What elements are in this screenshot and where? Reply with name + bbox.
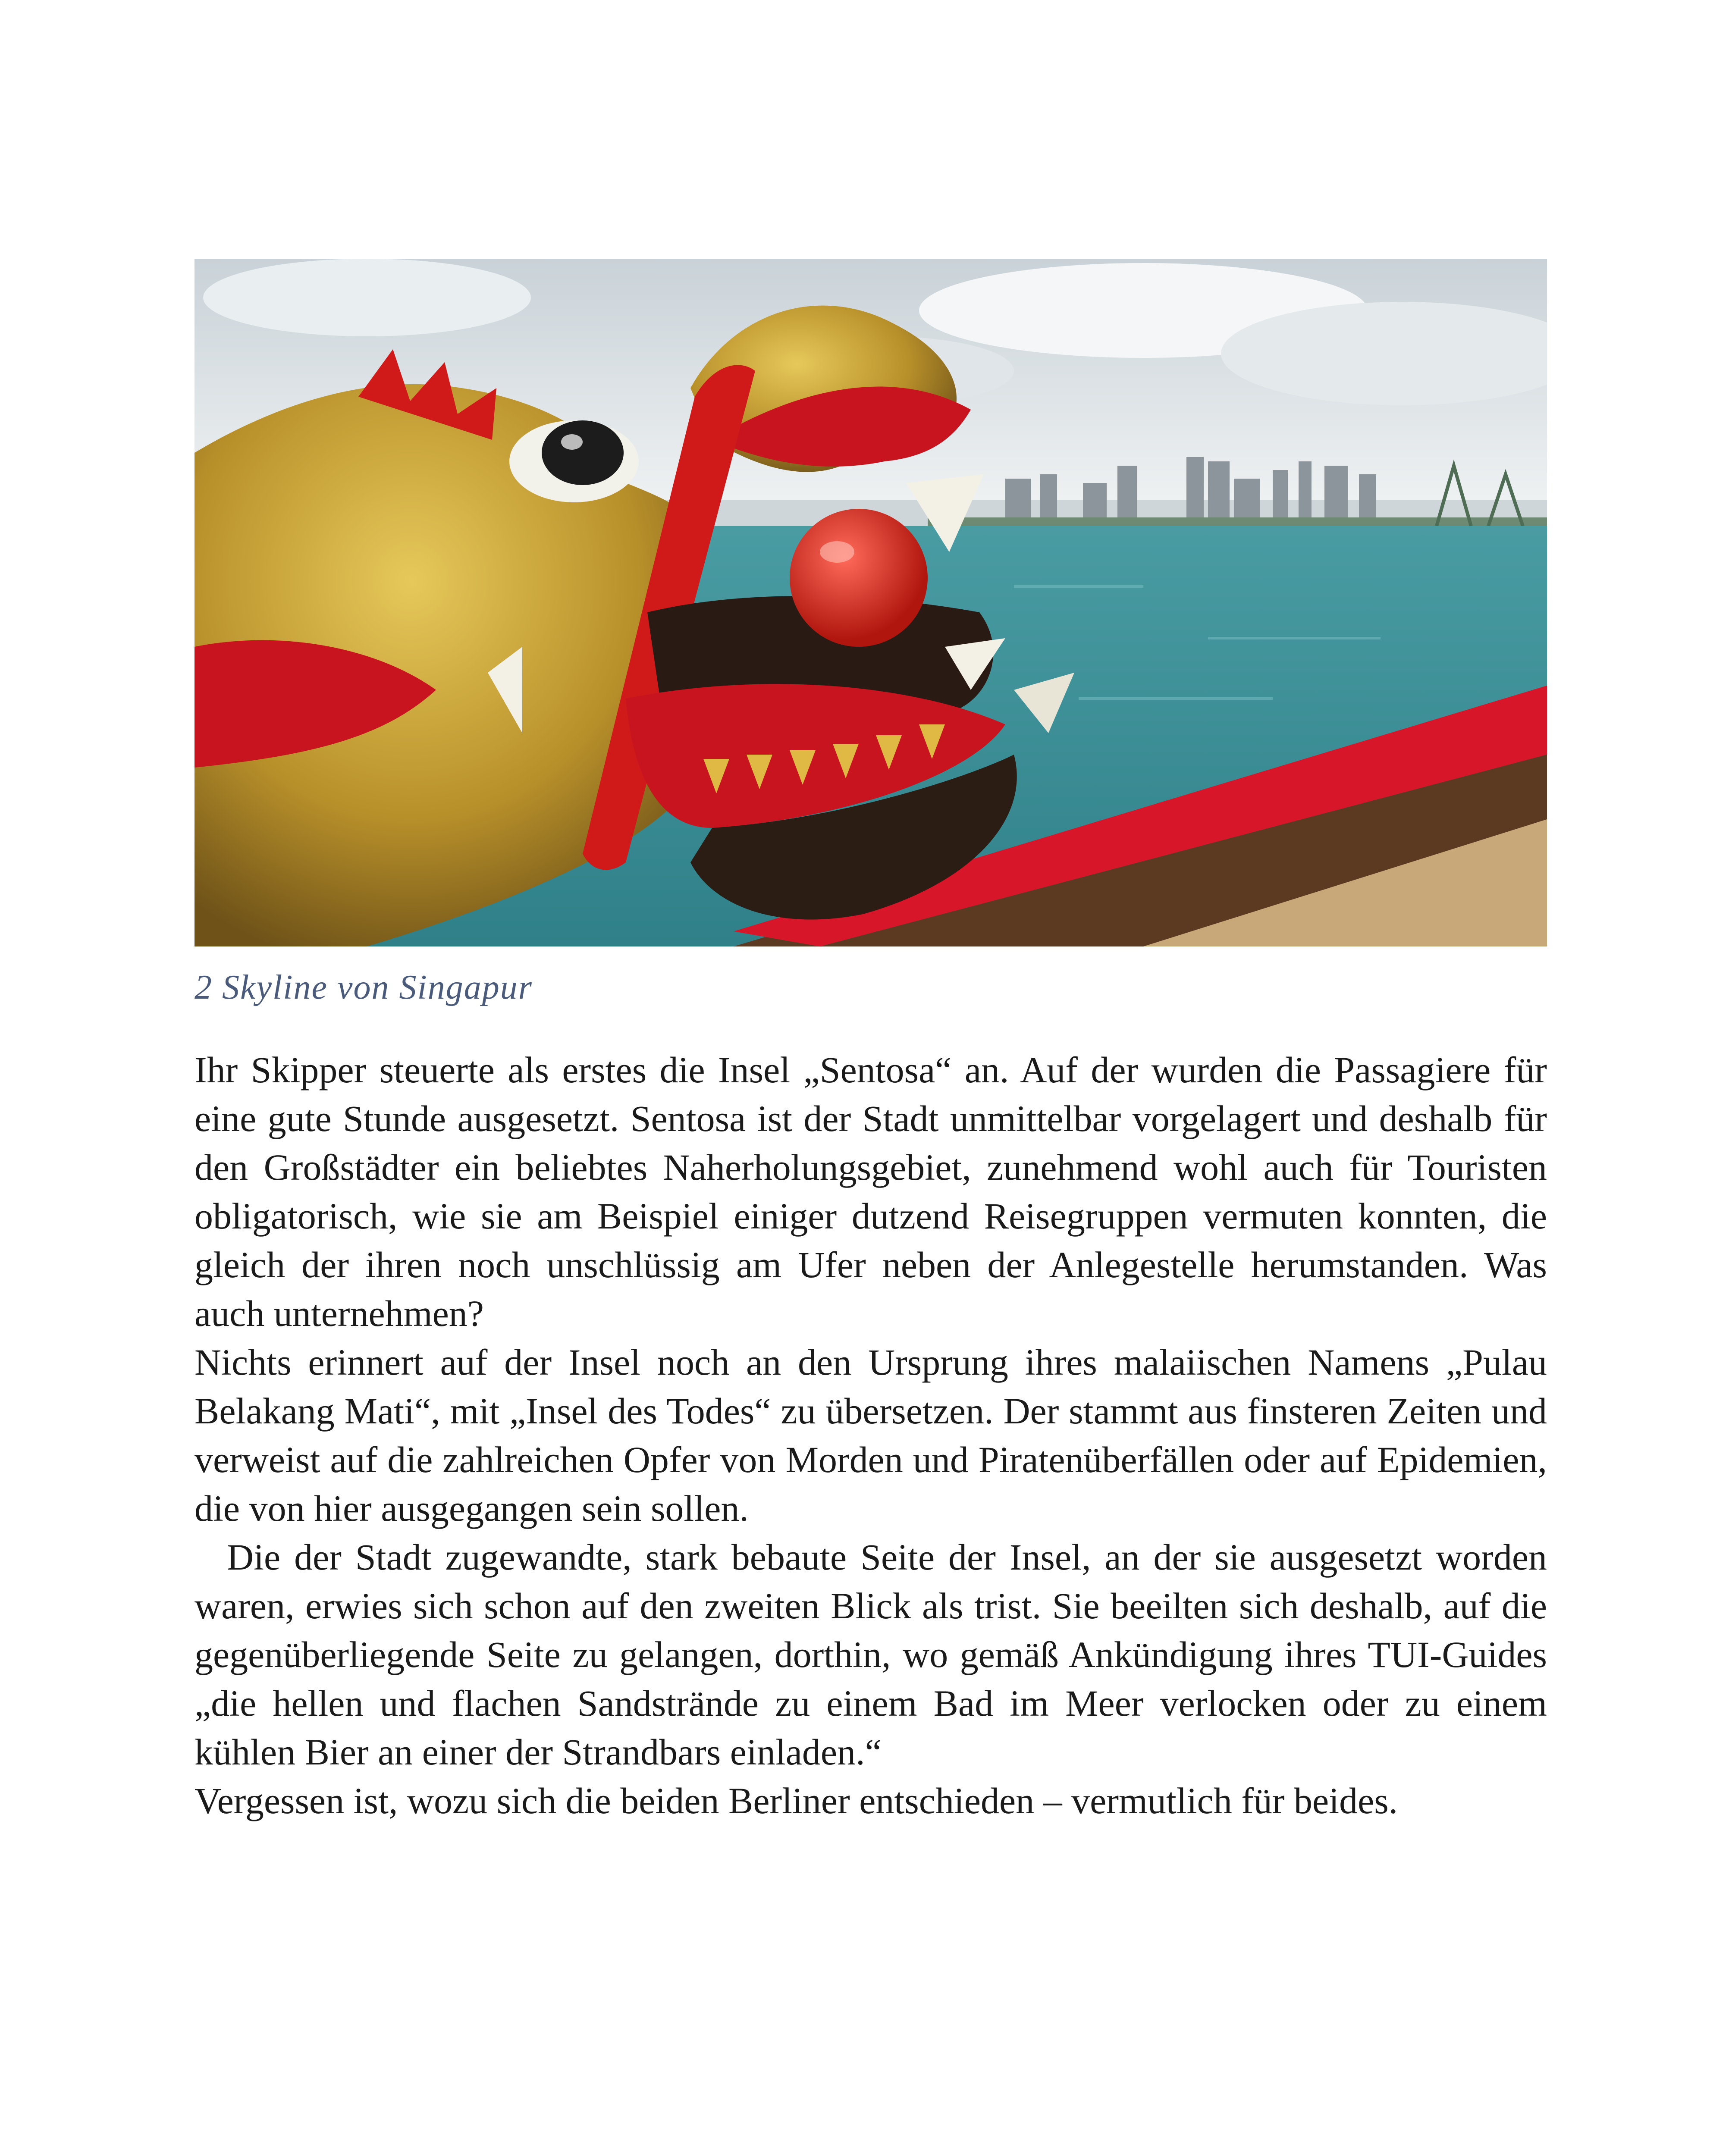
paragraph: Ihr Skipper steuerte als erstes die Insel „Sentosa“ an. Auf der wurden die Passagiere für eine gute Stunde ausgesetzt. Sentosa ist der Stadt unmittelbar vorgelagert und deshalb für den Großstädter ein beliebtes Naherholungsgebiet, zunehmend wohl auch für Touristen obligatorisch, wie sie am Beispiel einiger dutzend Reisegruppen vermuten konnten, die gleich der ihren noch unschlüssig am Ufer neben der Anlegestelle herumstanden. Was auch unternehmen? <box>195 1049 1547 1334</box>
paragraph: Vergessen ist, wozu sich die beiden Berliner entschieden – vermutlich für beides. <box>195 1780 1398 1821</box>
dragon-boat-photo <box>195 259 1547 946</box>
paragraph: Nichts erinnert auf der Insel noch an den Ursprung ihres malaiischen Namens „Pulau Belakang Mati“, mit „Insel des Todes“ zu übersetzen. Der stammt aus finsteren Zeiten und verweist auf die zahlreichen Opfer von Morden und Piratenüberfällen oder auf Epidemien, die von hier ausgegangen sein sollen. <box>195 1341 1547 1529</box>
paragraph: Die der Stadt zugewandte, stark bebaute Seite der Insel, an der sie ausgesetzt worden waren, erwies sich schon auf den zweiten Blick als trist. Sie beeilten sich deshalb, auf die gegenüberliegende Seite zu gelangen, dorthin, wo gemäß Ankündigung ihres TUI-Guides „die hellen und flachen Sandstrände zu einem Bad im Meer verlocken oder zu einem kühlen Bier an einer der Strandbars einladen.“ <box>195 1536 1547 1773</box>
body-text <box>195 1046 1547 1825</box>
photo-illustration <box>195 259 1547 946</box>
figure-caption: 2 Skyline von Singapur <box>195 968 533 1006</box>
